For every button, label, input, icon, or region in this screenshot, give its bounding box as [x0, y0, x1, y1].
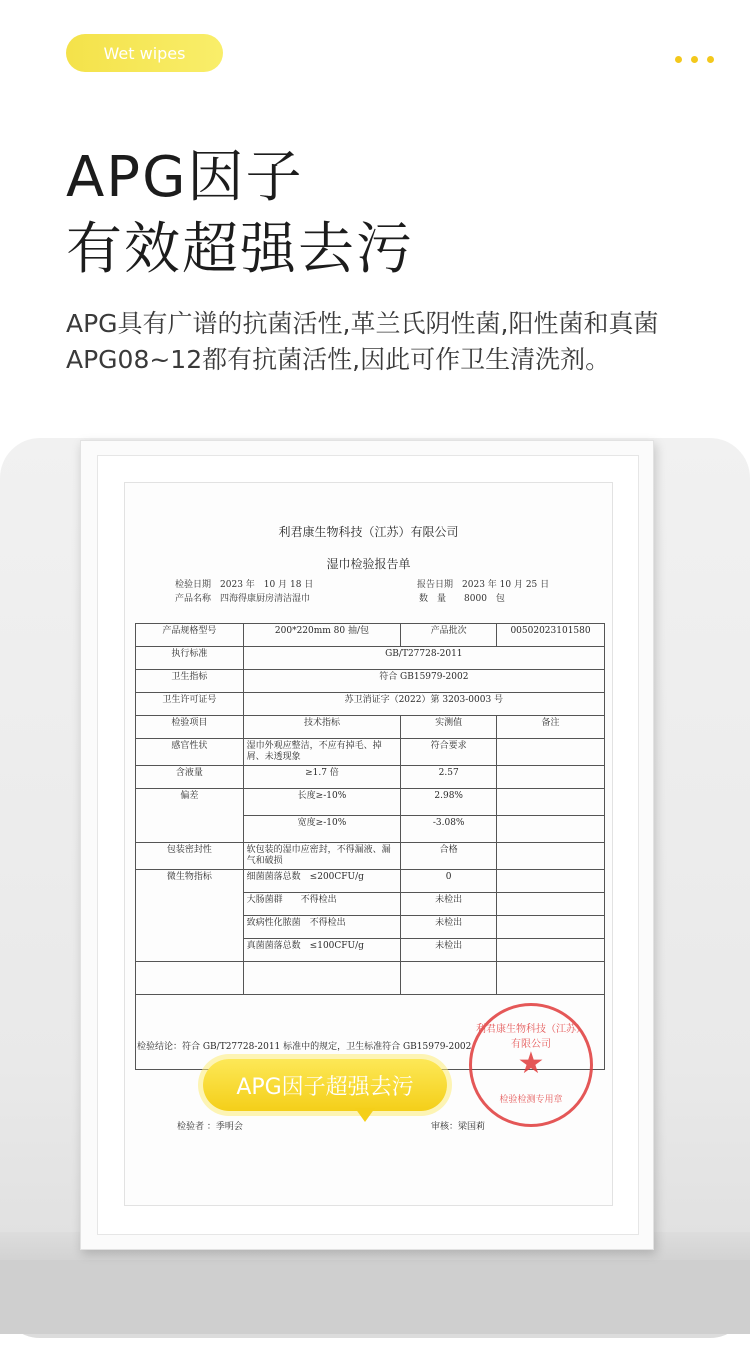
table-cell	[497, 962, 605, 995]
table-cell: 软包装的湿巾应密封，不得漏液、漏气和破损	[243, 843, 401, 870]
table-cell	[243, 893, 401, 916]
dot	[691, 56, 698, 63]
table-cell: 含液量	[136, 766, 244, 789]
report-conclusion: 检验结论：符合 GB/T27728-2011 标准中的规定，卫生标准符合 GB15979-2002	[137, 1042, 472, 1052]
report-date-label: 报告日期	[417, 580, 454, 590]
table-cell	[497, 843, 605, 870]
table-cell: 未检出	[401, 916, 497, 939]
table-row	[136, 789, 605, 816]
floor	[0, 1260, 750, 1334]
description	[66, 306, 726, 378]
table-cell	[497, 816, 605, 843]
inspector-signature: 检验者 ：季明会	[177, 1122, 243, 1132]
table-row	[136, 739, 605, 766]
table-cell	[497, 766, 605, 789]
table-row	[136, 766, 605, 789]
product-label: 产品名称	[175, 594, 212, 604]
micro-item: 细菌菌落总数	[246, 872, 301, 882]
category-tag	[66, 34, 223, 72]
test-date: 2023 年 10 月 18 日	[220, 580, 314, 590]
micro-item: 致病性化脓菌	[246, 918, 301, 928]
table-cell	[497, 789, 605, 816]
product-name: 四海得康厨房清洁湿巾	[220, 594, 311, 604]
table-cell: 卫生指标	[136, 670, 244, 693]
table-cell: GB/T27728-2011	[243, 647, 604, 670]
table-row	[136, 870, 605, 893]
table-cell: 感官性状	[136, 739, 244, 766]
official-stamp	[469, 1003, 593, 1127]
page-title	[66, 142, 414, 286]
table-cell: 湿巾外观应整洁，不应有掉毛、掉屑、未透现象	[243, 739, 401, 766]
table-header-cell: 技术指标	[243, 716, 401, 739]
table-cell	[497, 893, 605, 916]
table-cell	[243, 916, 401, 939]
micro-item: 真菌菌落总数	[246, 941, 301, 951]
table-cell	[497, 739, 605, 766]
table-cell	[243, 939, 401, 962]
micro-item: 大肠菌群	[246, 895, 283, 905]
micro-std: 不得检出	[300, 895, 337, 905]
table-row	[136, 843, 605, 870]
product-row	[175, 591, 310, 604]
highlight-bubble	[203, 1059, 447, 1111]
test-date-label: 检验日期	[175, 580, 212, 590]
table-header-cell: 检验项目	[136, 716, 244, 739]
table-cell: 符合要求	[401, 739, 497, 766]
table-cell: 未检出	[401, 893, 497, 916]
micro-std: 不得检出	[309, 918, 346, 928]
table-cell: 合格	[401, 843, 497, 870]
table-cell	[401, 962, 497, 995]
report-date-row	[417, 577, 549, 590]
table-cell: 宽度≥-10%	[243, 816, 401, 843]
table-cell	[243, 962, 401, 995]
report-title: 湿巾检验报告单	[326, 557, 411, 571]
table-cell: 未检出	[401, 939, 497, 962]
dot	[675, 56, 682, 63]
category-tag-label: Wet wipes	[103, 43, 186, 63]
dot	[707, 56, 714, 63]
table-cell: 微生物指标	[136, 870, 244, 962]
table-row	[136, 647, 605, 670]
table-cell: 偏差	[136, 789, 244, 843]
table-cell: 苏卫消证字（2022）第 3203-0003 号	[243, 693, 604, 716]
stamp-label: 检验检测专用章	[499, 1095, 563, 1105]
qty-value: 8000 包	[464, 594, 505, 604]
table-cell: ≥1.7 倍	[243, 766, 401, 789]
table-cell: 长度≥-10%	[243, 789, 401, 816]
table-cell: 00502023101580	[497, 624, 605, 647]
table-cell: 2.98%	[401, 789, 497, 816]
table-cell: 产品规格型号	[136, 624, 244, 647]
star-icon: ★	[517, 1046, 545, 1081]
micro-std: ≤100CFU/g	[309, 941, 364, 951]
reviewer-signature: 审核：梁国莉	[431, 1122, 486, 1132]
table-cell	[136, 962, 244, 995]
table-row	[136, 693, 605, 716]
bubble-tail	[355, 1108, 375, 1122]
table-cell	[497, 870, 605, 893]
description-line-2: APG08~12都有抗菌活性,因此可作卫生清洗剂。	[66, 345, 611, 374]
report-company: 利君康生物科技（江苏）有限公司	[278, 525, 459, 539]
table-header-cell: 实测值	[401, 716, 497, 739]
description-line-1: APG具有广谱的抗菌活性,革兰氏阴性菌,阳性菌和真菌	[66, 309, 659, 338]
test-date-row	[175, 577, 313, 590]
table-row	[136, 962, 605, 995]
micro-std: ≤200CFU/g	[309, 872, 364, 882]
table-row	[136, 624, 605, 647]
qty-row	[419, 591, 505, 604]
report-date: 2023 年 10 月 25 日	[462, 580, 550, 590]
table-cell: 0	[401, 870, 497, 893]
table-cell: 2.57	[401, 766, 497, 789]
stamp-company: 利君康生物科技（江苏）有限公司	[476, 1024, 586, 1050]
table-cell: 执行标准	[136, 647, 244, 670]
table-cell: -3.08%	[401, 816, 497, 843]
table-cell: 包装密封性	[136, 843, 244, 870]
title-line-1: APG因子	[66, 145, 304, 210]
table-header-cell: 备注	[497, 716, 605, 739]
title-line-2: 有效超强去污	[66, 217, 414, 282]
table-header-row	[136, 716, 605, 739]
table-cell: 产品批次	[401, 624, 497, 647]
qty-label: 数 量	[419, 594, 447, 604]
table-cell: 卫生许可证号	[136, 693, 244, 716]
table-cell	[497, 916, 605, 939]
table-cell	[497, 939, 605, 962]
more-dots-icon[interactable]	[675, 56, 714, 63]
table-cell	[243, 870, 401, 893]
table-row	[136, 670, 605, 693]
table-cell: 200*220mm 80 抽/包	[243, 624, 401, 647]
highlight-bubble-label: APG因子超强去污	[236, 1074, 414, 1100]
table-cell: 符合 GB15979-2002	[243, 670, 604, 693]
